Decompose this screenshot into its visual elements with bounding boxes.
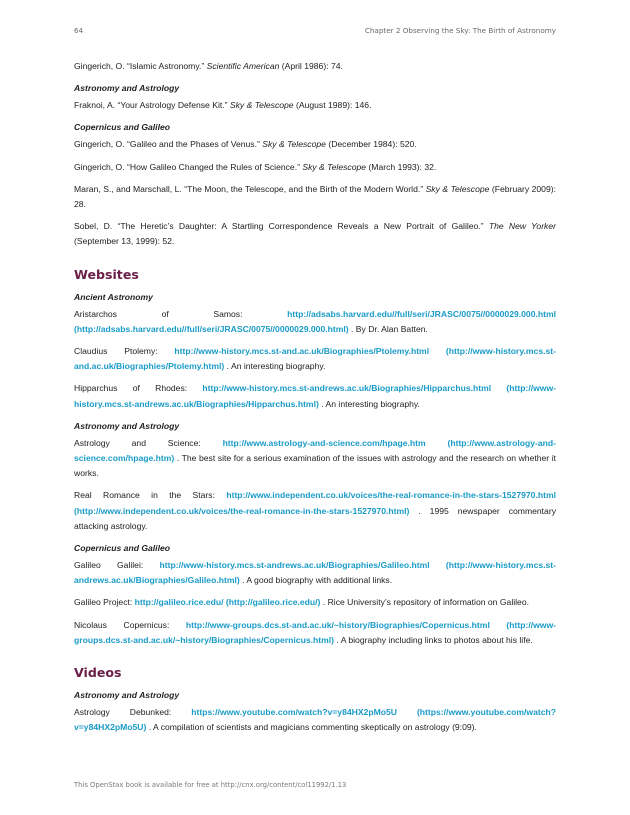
- subheading: Astronomy and Astrology: [74, 83, 180, 94]
- web-link-paren[interactable]: (http://www-groups.dcs.st-and.ac.uk/~history/Biographies/Copernicus.html): [74, 619, 557, 645]
- section-heading-videos: Videos: [74, 665, 122, 681]
- video-link[interactable]: https://www.youtube.com/watch?v=y84HX2pMo5U: [191, 707, 397, 718]
- citation: Maran, S., and Marschall, L. “The Moon, the Telescope, and the Birth of the Modern World.” Sky & Telescope (February 2009): 28.: [74, 183, 556, 210]
- web-link-paren[interactable]: (http://www-history.mcs.st-and.ac.uk/Biographies/Ptolemy.html): [74, 346, 557, 372]
- web-entry: Nicolaus Copernicus: http://www-groups.dcs.st-and.ac.uk/~history/Biographies/Copernicus.html (http://www-groups.dcs.st-and.ac.uk/~history/Biographies/Copernicus.html) . A biography including links to photos about his life.: [74, 619, 557, 645]
- citation: Gingerich, O. “How Galileo Changed the Rules of Science.” Sky & Telescope (March 1993): 32.: [74, 161, 437, 172]
- web-entry: Hipparchus of Rhodes: http://www-history.mcs.st-andrews.ac.uk/Biographies/Hipparchus.html (http://www-history.mcs.st-andrews.ac.uk/Biographies/Hipparchus.html) . An interesting biography.: [74, 383, 557, 409]
- web-link-paren[interactable]: (http://adsabs.harvard.edu//full/seri/JRASC/0075//0000029.000.html): [74, 323, 349, 334]
- web-entry: Galileo Project: http://galileo.rice.edu/ (http://galileo.rice.edu/) . Rice University’s repository of information on Galileo.: [74, 597, 529, 608]
- subheading: Astronomy and Astrology: [74, 690, 180, 701]
- citation: Gingerich, O. “Galileo and the Phases of Venus.” Sky & Telescope (December 1984): 520.: [74, 139, 417, 150]
- page-footer: This OpenStax book is available for free at http://cnx.org/content/col11992/1.13: [74, 781, 347, 789]
- subheading: Astronomy and Astrology: [74, 420, 180, 431]
- page-number: 64: [74, 26, 84, 35]
- content: [74, 59, 556, 742]
- subheading: Ancient Astronomy: [74, 291, 153, 302]
- websites-list: [74, 290, 556, 648]
- citation: Sobel, D. “The Heretic’s Daughter: A Startling Correspondence Reveals a New Portrait of Galileo.” The New Yorker (September 13, 1999): 52.: [74, 221, 556, 247]
- web-link[interactable]: http://adsabs.harvard.edu//full/seri/JRASC/0075//0000029.000.html: [287, 308, 557, 319]
- web-entry: Claudius Ptolemy: http://www-history.mcs.st-and.ac.uk/Biographies/Ptolemy.html (http://www-history.mcs.st-and.ac.uk/Biographies/Ptolemy.html) . An interesting biography.: [74, 346, 557, 372]
- web-link-paren[interactable]: (http://galileo.rice.edu/): [225, 597, 321, 608]
- web-link-paren[interactable]: (http://www.astrology-and-science.com/hpage.htm): [74, 437, 556, 464]
- web-link[interactable]: http://www-history.mcs.st-and.ac.uk/Biographies/Ptolemy.html: [174, 346, 430, 357]
- web-link[interactable]: http://www-history.mcs.st-andrews.ac.uk/Biographies/Galileo.html: [159, 560, 430, 571]
- video-entry: Astrology Debunked: https://www.youtube.com/watch?v=y84HX2pMo5U (https://www.youtube.com/watch?v=y84HX2pMo5U) . A compilation of scientists and magicians commenting skeptically on astrology (9:09).: [74, 707, 557, 733]
- subheading: Copernicus and Galileo: [74, 122, 170, 133]
- web-entry: Real Romance in the Stars: http://www.independent.co.uk/voices/the-real-romance-in-the-stars-1527970.html (http://www.independent.co.uk/voices/the-real-romance-in-the-stars-1527970.html) . 1995 newspaper commentary attacking astrology.: [74, 490, 556, 531]
- running-header: Chapter 2 Observing the Sky: The Birth of Astronomy: [364, 26, 556, 35]
- citation: Fraknoi, A. “Your Astrology Defense Kit.” Sky & Telescope (August 1989): 146.: [74, 100, 372, 111]
- web-link[interactable]: http://www.independent.co.uk/voices/the-real-romance-in-the-stars-1527970.html: [226, 490, 556, 501]
- web-entry: Aristarchos of Samos: http://adsabs.harvard.edu//full/seri/JRASC/0075//0000029.000.html (http://adsabs.harvard.edu//full/seri/JRASC/0075//0000029.000.html) . By Dr. Alan Batten.: [74, 308, 557, 334]
- web-link-paren[interactable]: (http://www-history.mcs.st-andrews.ac.uk/Biographies/Galileo.html): [74, 560, 557, 586]
- web-link[interactable]: http://www-history.mcs.st-andrews.ac.uk/Biographies/Hipparchus.html: [202, 383, 492, 394]
- web-entry: Galileo Galilei: http://www-history.mcs.st-andrews.ac.uk/Biographies/Galileo.html (http://www-history.mcs.st-andrews.ac.uk/Biographies/Galileo.html) . A good biography with additional links.: [74, 560, 557, 586]
- section-heading-websites: Websites: [74, 266, 139, 282]
- web-link-paren[interactable]: (http://www.independent.co.uk/voices/the-real-romance-in-the-stars-1527970.html): [74, 505, 410, 516]
- web-link[interactable]: http://www-groups.dcs.st-and.ac.uk/~history/Biographies/Copernicus.html: [185, 619, 490, 630]
- video-link-paren[interactable]: (https://www.youtube.com/watch?v=y84HX2pMo5U): [74, 707, 557, 733]
- citation: Gingerich, O. “Islamic Astronomy.” Scientific American (April 1986): 74.: [74, 61, 343, 71]
- web-link-paren[interactable]: (http://www-history.mcs.st-andrews.ac.uk/Biographies/Hipparchus.html): [74, 383, 557, 409]
- web-link[interactable]: http://galileo.rice.edu/: [134, 597, 224, 608]
- web-link[interactable]: http://www.astrology-and-science.com/hpage.htm: [222, 437, 426, 448]
- subheading: Copernicus and Galileo: [74, 543, 170, 554]
- web-entry: Astrology and Science: http://www.astrology-and-science.com/hpage.htm (http://www.astrology-and-science.com/hpage.htm) . The best site for a serious examination of the issues with astrology and the research on whether it works.: [74, 437, 557, 479]
